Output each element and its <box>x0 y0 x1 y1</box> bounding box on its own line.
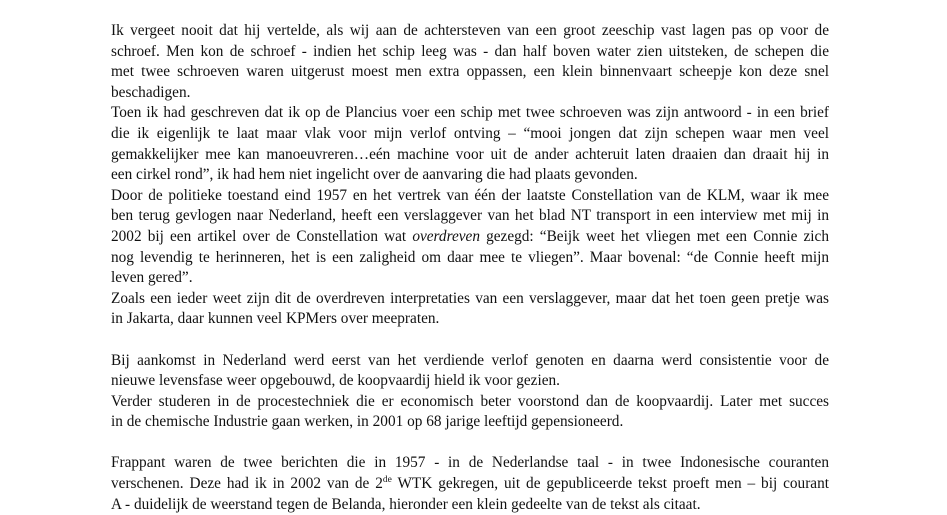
paragraph-newspaper-reports <box>111 453 829 515</box>
paragraph-jakarta <box>111 289 829 330</box>
paragraph-arrival-netherlands <box>111 351 829 392</box>
ordinal-superscript: de <box>382 475 392 486</box>
text-line: nieuwe levensfase weer opgebouwd, de koopvaardij hield ik voor gezien. <box>111 372 560 390</box>
paragraph-plancius-letter <box>111 103 829 185</box>
text-line: nog levendig te herinneren, het is een zaligheid om daar mee te vliegen”. Maar bovenal: “de Connie heeft mijn <box>111 248 829 266</box>
text-segment: 2002 bij een artikel over de Constellation wat <box>111 227 413 245</box>
text-line: Bij aankomst in Nederland werd eerst van het verdiende verlof genoten en daarna werd consistentie voor de <box>111 351 829 369</box>
text-segment: gezegd: “Beijk weet het vliegen met een Connie zich <box>479 227 829 245</box>
text-line: Frappant waren de twee berichten die in 1957 - in de Nederlandse taal - in twee Indonesische couranten <box>111 454 829 472</box>
text-line: Door de politieke toestand eind 1957 en het vertrek van één der laatste Constellation van de KLM, waar ik mee <box>111 186 829 204</box>
text-line: Verder studeren in de procestechniek die er economisch beter voorstond dan de koopvaardij. Later met succes <box>111 392 829 410</box>
paragraph-propeller-warning <box>111 21 829 103</box>
paragraph-career <box>111 392 829 433</box>
paragraph-gap <box>111 330 829 351</box>
text-line: in Jakarta, daar kunnen veel KPMers over meepraten. <box>111 310 440 328</box>
text-line: A - duidelijk de weerstand tegen de Belanda, hieronder een klein gedeelte van de tekst als citaat. <box>111 495 701 513</box>
paragraph-constellation-interview <box>111 186 829 289</box>
emphasized-word: overdreven <box>412 227 480 245</box>
text-line: beschadigen. <box>111 83 191 101</box>
text-line: leven gered”. <box>111 269 193 287</box>
text-line <box>111 474 829 495</box>
text-line: ben terug gevlogen naar Nederland, heeft een verslaggever van het blad NT transport in een interview met mij in <box>111 207 829 225</box>
text-line: Zoals een ieder weet zijn dit de overdreven interpretaties van een verslaggever, maar dat het toen geen pretje was <box>111 289 829 307</box>
text-line: schroef. Men kon de schroef - indien het schip leeg was - dan half boven water zien uitsteken, de schepen die <box>111 42 829 60</box>
text-line <box>111 227 829 248</box>
text-segment: verschenen. Deze had ik in 2002 van de 2 <box>111 475 383 493</box>
paragraph-gap <box>111 433 829 454</box>
text-line: gemakkelijker mee kan manoeuvreren…eén machine voor uit de ander achteruit laten draaien dan draait hij in <box>111 145 829 163</box>
text-line: een cirkel rond”, ik had hem niet ingelicht over de aanvaring die had plaats gevonden. <box>111 166 638 184</box>
text-line: in de chemische Industrie gaan werken, in 2001 op 68 jarige leeftijd gepensioneerd. <box>111 413 624 431</box>
text-segment: WTK gekregen, uit de gepubliceerde tekst proeft men – bij courant <box>391 475 829 493</box>
text-line: die ik eigenlijk te laat maar vlak voor mijn verlof ontving – “mooi jongen dat zijn schepen waar men veel <box>111 124 829 142</box>
text-line: Ik vergeet nooit dat hij vertelde, als wij aan de achtersteven van een groot zeeschip vast lagen pas op voor de <box>111 22 829 39</box>
text-line: Toen ik had geschreven dat ik op de Plancius voer een schip met twee schroeven was zijn antwoord - in een brief <box>111 104 829 122</box>
text-line: met twee schroeven waren uitgerust moest men extra oppassen, een klein binnenvaart scheepje kon deze snel <box>111 63 829 81</box>
